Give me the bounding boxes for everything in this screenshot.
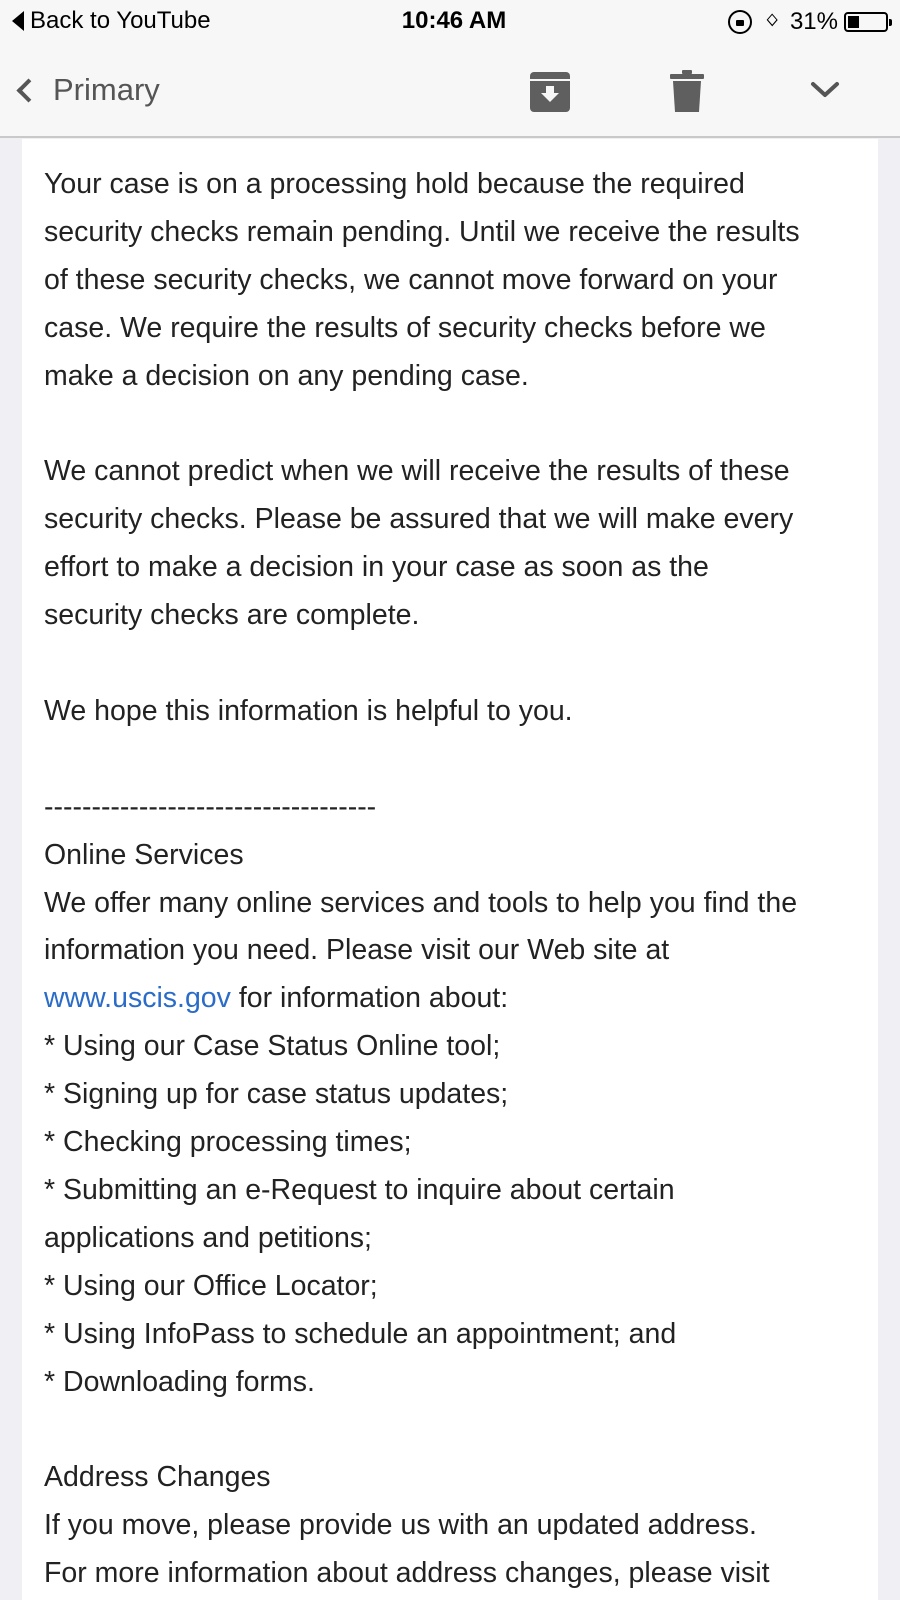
paragraph-gap [44, 1407, 874, 1455]
online-services-heading: Online Services [44, 838, 244, 871]
list-item: * Using InfoPass to schedule an appointment; and [44, 1317, 677, 1350]
trash-button[interactable] [670, 70, 704, 112]
body-line: We hope this information is helpful to you. [44, 694, 573, 727]
list-item: applications and petitions; [44, 1221, 372, 1254]
rotation-lock-icon [728, 10, 752, 34]
body-line: security checks remain pending. Until we receive the results [44, 215, 800, 248]
bluetooth-icon: ᛜ [764, 6, 780, 36]
body-line: case. We require the results of security checks before we [44, 311, 766, 344]
back-to-primary-label: Primary [53, 72, 160, 107]
list-item: * Signing up for case status updates; [44, 1078, 509, 1111]
divider-line: ----------------------------------- [44, 790, 377, 823]
uscis-link[interactable]: www.uscis.gov [44, 982, 231, 1015]
back-to-primary-button[interactable] [14, 72, 160, 108]
list-item: * Downloading forms. [44, 1365, 315, 1398]
body-line: information you need. Please visit our Web site at [44, 934, 670, 967]
email-body [44, 161, 874, 1598]
email-card [22, 139, 878, 1600]
paragraph-gap [44, 736, 874, 784]
body-line: security checks are complete. [44, 599, 420, 632]
body-line: Your case is on a processing hold because the required [44, 168, 745, 200]
body-line: We offer many online services and tools to help you find the [44, 886, 798, 919]
list-item: * Using our Case Status Online tool; [44, 1030, 501, 1063]
more-options-button[interactable] [810, 78, 840, 102]
body-line: We cannot predict when we will receive the results of these [44, 455, 790, 488]
battery-percent: 31% [789, 7, 838, 35]
list-item: * Submitting an e-Request to inquire about certain [44, 1173, 675, 1206]
body-line: of these security checks, we cannot move forward on your [44, 263, 778, 296]
body-line: For more information about address changes, please visit [44, 1557, 770, 1590]
status-time: 10:46 AM [401, 7, 507, 34]
paragraph-gap [44, 640, 874, 688]
body-line: If you move, please provide us with an updated address. [44, 1509, 757, 1542]
archive-icon [530, 72, 570, 112]
paragraph-gap [44, 401, 874, 449]
body-line: effort to make a decision in your case as soon as the [44, 551, 709, 584]
battery-fill [848, 16, 859, 28]
body-line [44, 975, 874, 1023]
body-line: make a decision on any pending case. [44, 359, 529, 392]
status-bar [0, 0, 900, 44]
link-suffix: for information about: [230, 982, 509, 1015]
trash-icon [670, 70, 704, 112]
body-line: security checks. Please be assured that we will make every [44, 503, 794, 536]
address-changes-heading: Address Changes [44, 1461, 271, 1494]
back-to-app-label: Back to YouTube [30, 7, 211, 34]
chevron-down-icon [810, 78, 840, 102]
list-item: * Using our Office Locator; [44, 1269, 378, 1302]
chevron-left-icon [16, 78, 40, 102]
status-indicators [728, 6, 888, 37]
archive-button[interactable] [530, 72, 570, 112]
nav-bar [0, 44, 900, 138]
battery-icon [844, 12, 888, 32]
list-item: * Checking processing times; [44, 1126, 412, 1159]
